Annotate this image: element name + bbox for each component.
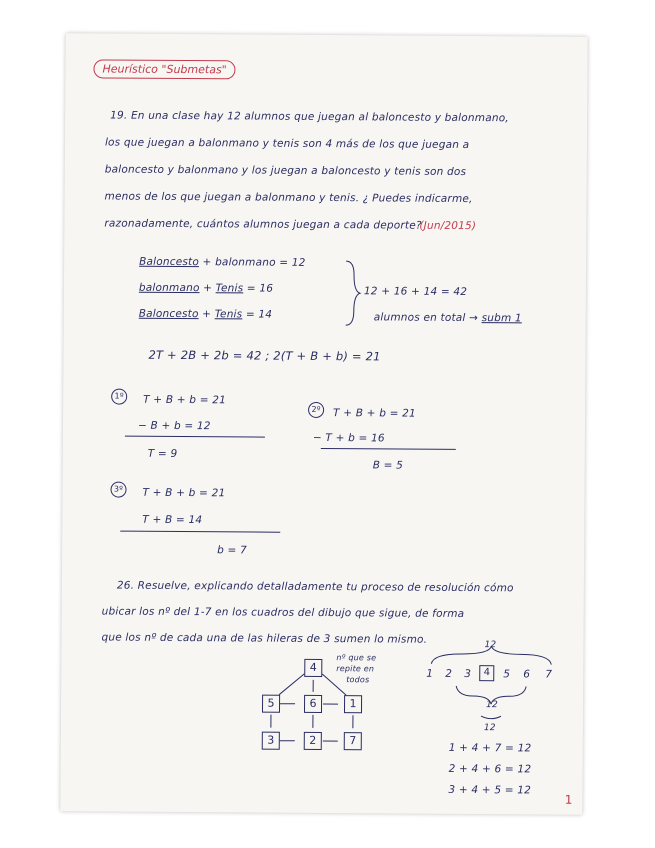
diagram-box-mid-left: 5 <box>262 695 280 713</box>
step-3-line-2: T + B = 14 <box>142 513 203 527</box>
seq-num-5: 5 <box>503 668 511 681</box>
seq-num-3: 3 <box>464 667 472 681</box>
diagram-box-bot-left: 3 <box>262 732 280 750</box>
page-title: Heurístico "Submetas" <box>93 59 235 79</box>
seq-num-1: 1 <box>426 667 434 680</box>
diagram-note-2: repite en <box>336 664 375 674</box>
notebook-page <box>60 33 587 815</box>
diagram-connectors <box>60 33 587 815</box>
diagram-box-mid-center: 6 <box>304 695 322 713</box>
equation-3: Baloncesto + Tenis = 14 <box>138 307 273 321</box>
step-2-line-2: − T + b = 16 <box>312 431 385 445</box>
sum-line-3: 3 + 4 + 5 = 12 <box>448 783 532 797</box>
diagram-box-bot-center: 2 <box>304 732 322 750</box>
combined-equation: 2T + 2B + 2b = 42 ; 2(T + B + b) = 21 <box>148 347 381 364</box>
p19-line-5: razonadamente, cuántos alumnos juegan a cada deporte? <box>104 217 422 232</box>
p19-line-1: 19. En una clase hay 12 alumnos que juegan al baloncesto y balonmano, <box>110 109 509 125</box>
p26-line-1: 26. Resuelve, explicando detalladamente tu proceso de resolución cómo <box>116 579 514 595</box>
p26-line-2: ubicar los nº del 1-7 en los cuadros del dibujo que sigue, de forma <box>101 605 465 620</box>
step-2-line-1: T + B + b = 21 <box>333 407 416 420</box>
p19-date: (Jun/2015) <box>419 219 477 233</box>
seq-num-6: 6 <box>523 668 531 681</box>
total-note: alumnos en total → subm 1 <box>373 311 522 325</box>
step-3-line-1: T + B + b = 21 <box>142 486 226 500</box>
sum-line-2: 2 + 4 + 6 = 12 <box>448 762 532 776</box>
seq-top-label: 12 <box>484 640 497 651</box>
step-1-line-2: − B + b = 12 <box>137 419 211 433</box>
seq-num-7: 7 <box>545 668 553 681</box>
seq-bot-label: 12 <box>483 723 496 734</box>
diagram-box-bot-right: 7 <box>344 732 362 750</box>
diagram-box-top: 4 <box>304 659 322 677</box>
seq-num-2: 2 <box>445 667 453 680</box>
seq-mid-label: 12 <box>486 700 498 711</box>
step-1-line-3: T = 9 <box>147 447 178 460</box>
step-3-line-3: b = 7 <box>217 544 247 557</box>
diagram-note-3: todos <box>346 675 370 685</box>
step-1-line-1: T + B + b = 21 <box>143 393 227 407</box>
step-1-label: 1º <box>111 389 127 405</box>
step-2-line-3: B = 5 <box>372 459 404 472</box>
diagram-box-mid-right: 1 <box>344 695 362 713</box>
equation-2: balonmano + Tenis = 16 <box>138 281 274 295</box>
page-number: 1 <box>564 792 573 807</box>
sum-line-1: 1 + 4 + 7 = 12 <box>448 741 532 755</box>
step-2-label: 2º <box>308 402 324 418</box>
p19-line-2: los que juegan a balonmano y tenis son 4 más de los que juegan a <box>104 136 470 152</box>
diagram-note-1: nº que se <box>336 653 377 663</box>
equation-1: Baloncesto + balonmano = 12 <box>139 255 306 269</box>
p26-line-3: que los nº de cada una de las hileras de 3 sumen lo mismo. <box>101 631 428 646</box>
seq-num-4: 4 <box>479 665 494 681</box>
equations-sum: 12 + 16 + 14 = 42 <box>363 285 468 298</box>
step-3-label: 3º <box>110 482 126 498</box>
p19-line-4: menos de los que juegan a balonmano y tenis. ¿ Puedes indicarme, <box>104 190 473 206</box>
p19-line-3: baloncesto y balonmano y los juegan a baloncesto y tenis son dos <box>104 163 467 178</box>
